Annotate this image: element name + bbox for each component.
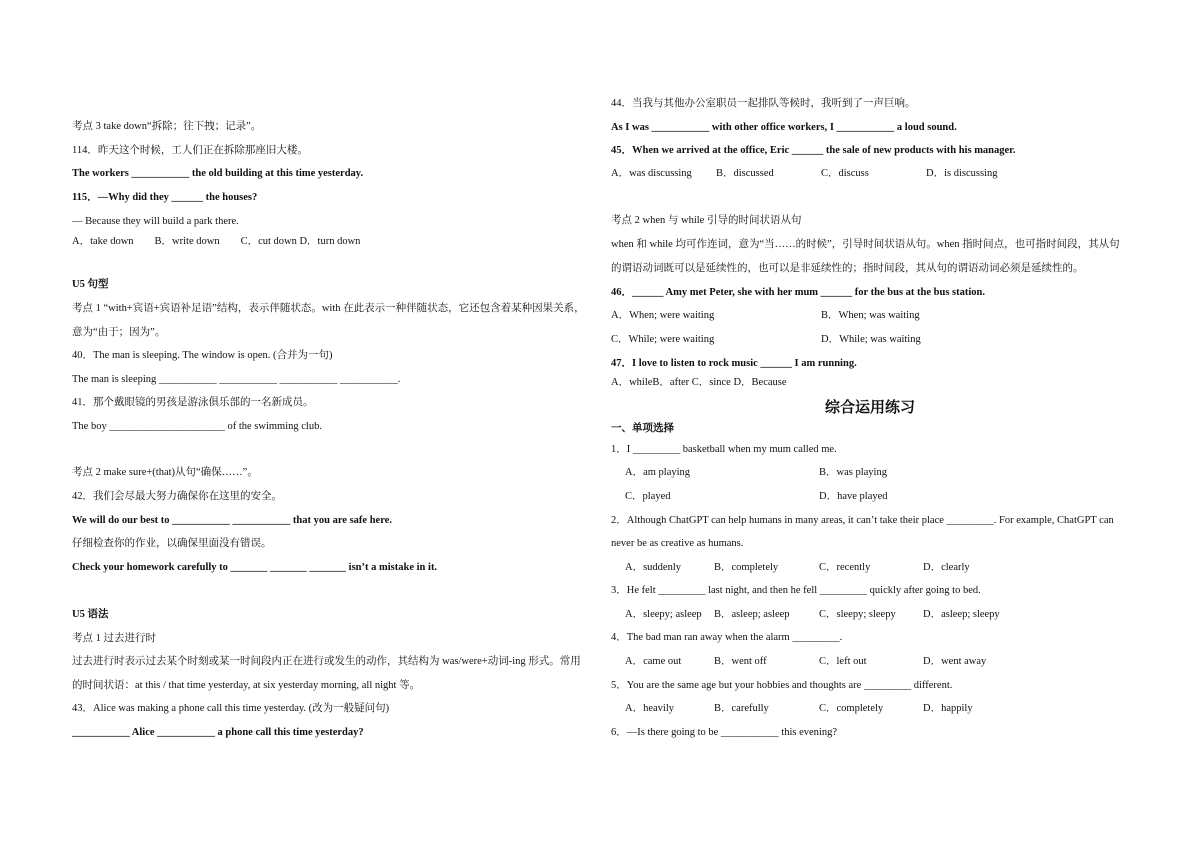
option-choice: C．left out: [819, 656, 867, 667]
left-line: 考点 2 make sure+(that)从句“确保……”。: [72, 467, 258, 478]
right-line: 考点 2 when 与 while 引导的时间状语从句: [611, 215, 802, 226]
option-choice: A．heavily: [625, 703, 674, 714]
option-choice: A．When; were waiting: [611, 310, 715, 321]
option-choice: A．came out: [625, 656, 682, 667]
option-choice: C．discuss: [821, 168, 869, 179]
right-line: 4．The bad man ran away when the alarm _________.: [611, 632, 843, 643]
left-line: 过去进行时表示过去某个时刻或某一时间段内正在进行或发生的动作，其结构为 was/were+动词-ing 形式。常用: [72, 656, 581, 667]
option-choice: B．was playing: [819, 467, 887, 478]
left-line: The workers ___________ the old building at this time yesterday.: [72, 168, 364, 179]
section-title: 综合运用练习: [825, 398, 916, 416]
left-line: 的时间状语：at this / that time yesterday, at six yesterday morning, all night 等。: [72, 680, 421, 691]
left-line: 40．The man is sleeping. The window is open. (合并为一句): [72, 350, 333, 361]
left-line: 115．—Why did they ______ the houses?: [72, 192, 258, 203]
option-choice: B．asleep; asleep: [714, 609, 790, 620]
option-choice: A．am playing: [625, 467, 691, 478]
left-line: We will do our best to ___________ ___________ that you are safe here.: [72, 515, 392, 526]
right-line: 的谓语动词既可以是延续性的，也可以是非延续性的；指时间段，其从句的谓语动词必须是延续性的。: [611, 263, 1084, 274]
right-line: 3．He felt _________ last night, and then he fell _________ quickly after going to bed.: [611, 585, 981, 596]
right-line: 2．Although ChatGPT can help humans in many areas, it can’t take their place _________. For example, ChatGPT can: [611, 515, 1114, 526]
left-line: 考点 3 take down“拆除；往下拽；记录”。: [72, 121, 262, 132]
left-line: 考点 1 过去进行时: [72, 633, 156, 644]
left-line: — Because they will build a park there.: [72, 216, 239, 227]
right-line: 5．You are the same age but your hobbies and thoughts are _________ different.: [611, 680, 953, 691]
right-line: 46．______ Amy met Peter, she with her mum ______ for the bus at the bus station.: [611, 287, 986, 298]
left-line: The boy ______________________ of the swimming club.: [72, 421, 322, 432]
right-line: As I was ___________ with other office workers, I ___________ a loud sound.: [611, 122, 957, 133]
option-choice: C．sleepy; sleepy: [819, 609, 896, 620]
option-choice: D．happily: [923, 703, 973, 714]
option-choice: C．recently: [819, 562, 871, 573]
option-choice: B．completely: [714, 562, 779, 573]
left-line: 考点 1 “with+宾语+宾语补足语”结构，表示伴随状态。with 在此表示一种伴随状态，它还包含着某种因果关系，: [72, 303, 585, 314]
option-choice: C．completely: [819, 703, 884, 714]
right-line: 一、单项选择: [611, 423, 674, 434]
option-choice: A．suddenly: [625, 562, 681, 573]
left-line: 意为“由于；因为”。: [72, 327, 166, 338]
left-line: 42．我们会尽最大努力确保你在这里的安全。: [72, 491, 282, 502]
option-choice: B．carefully: [714, 703, 769, 714]
left-line: Check your homework carefully to _______ _______ _______ isn’t a mistake in it.: [72, 562, 438, 573]
right-line: never be as creative as humans.: [611, 538, 744, 549]
right-line: 45．When we arrived at the office, Eric ______ the sale of new products with his manager.: [611, 145, 1016, 156]
option-choice: B．When; was waiting: [821, 310, 920, 321]
option-choice: A．sleepy; asleep: [625, 609, 702, 620]
right-line: A．whileB．after C．since D．Because: [611, 377, 787, 388]
left-line: 41．那个戴眼镜的男孩是游泳俱乐部的一名新成员。: [72, 397, 314, 408]
left-line: A．take down B．write down C．cut down D．turn down: [72, 236, 361, 247]
right-line: 1．I _________ basketball when my mum called me.: [611, 444, 837, 455]
option-choice: D．While; was waiting: [821, 334, 921, 345]
option-choice: B．discussed: [716, 168, 774, 179]
left-line: 43．Alice was making a phone call this time yesterday. (改为一般疑问句): [72, 703, 390, 714]
left-line: 仔细检查你的作业，以确保里面没有错误。: [72, 538, 272, 549]
option-choice: D．is discussing: [926, 168, 998, 179]
right-line: 47．I love to listen to rock music ______ I am running.: [611, 358, 857, 369]
right-line: when 和 while 均可作连词，意为“当……的时候”，引导时间状语从句。when 指时间点，也可指时间段，其从句: [611, 239, 1120, 250]
option-choice: D．went away: [923, 656, 987, 667]
option-choice: D．have played: [819, 491, 888, 502]
option-choice: D．asleep; sleepy: [923, 609, 1000, 620]
option-choice: B．went off: [714, 656, 767, 667]
left-line: ___________ Alice ___________ a phone call this time yesterday?: [72, 727, 364, 738]
left-line: The man is sleeping ___________ ___________ ___________ ___________.: [72, 374, 401, 385]
right-line: 6．—Is there going to be ___________ this evening?: [611, 727, 838, 738]
right-line: 44．当我与其他办公室职员一起排队等候时，我听到了一声巨响。: [611, 98, 916, 109]
option-choice: C．played: [625, 491, 671, 502]
option-choice: A．was discussing: [611, 168, 692, 179]
left-line: U5 语法: [72, 609, 109, 620]
left-line: U5 句型: [72, 279, 109, 290]
option-choice: D．clearly: [923, 562, 970, 573]
option-choice: C．While; were waiting: [611, 334, 715, 345]
left-line: 114．昨天这个时候，工人们正在拆除那座旧大楼。: [72, 145, 308, 156]
